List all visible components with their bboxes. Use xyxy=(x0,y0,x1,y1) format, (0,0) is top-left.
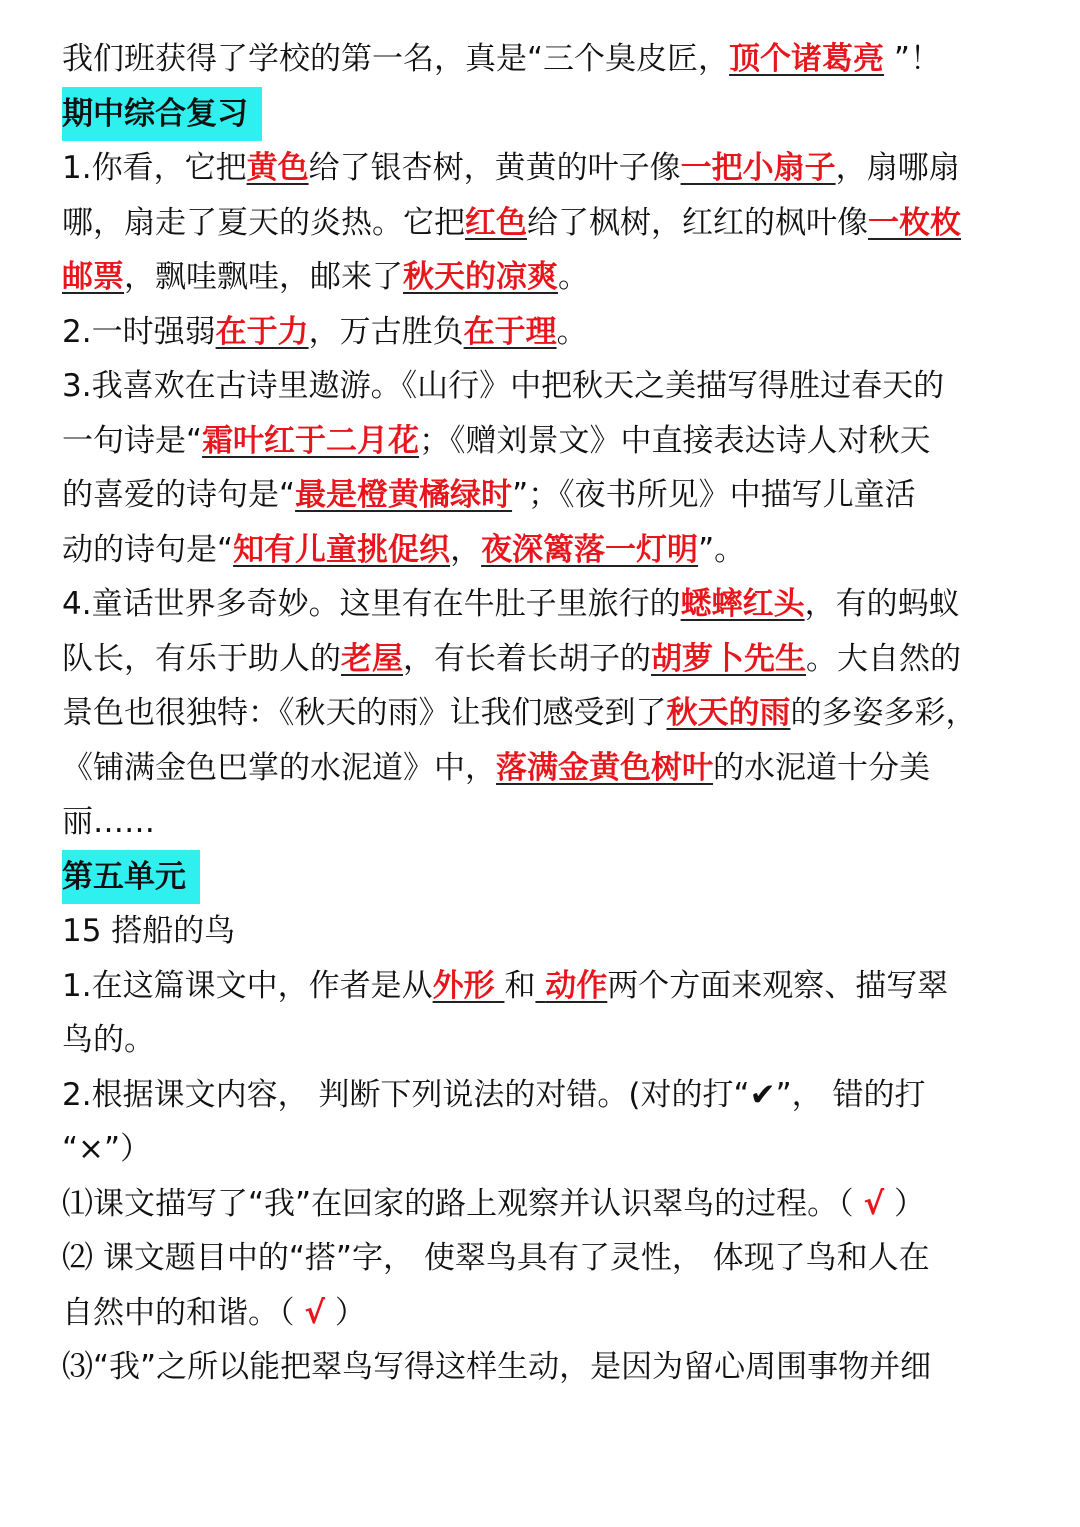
checkmark-icon: √ xyxy=(863,1185,885,1222)
lesson-title: 15 搭船的鸟 xyxy=(62,913,236,949)
answer: 蟋蟀红头 xyxy=(680,586,805,622)
text-line: ⑶“我”之所以能把翠鸟写得这样生动，是因为留心周围事物并细 xyxy=(62,1349,932,1385)
section-heading-unit5: 第五单元 xyxy=(62,850,1018,905)
text-line: “×”） xyxy=(62,1131,152,1167)
answer: 一枚枚 xyxy=(868,204,961,241)
answer: 黄色 xyxy=(246,150,309,186)
text-line: 队长，有乐于助人的老屋，有长着长胡子的胡萝卜先生。大自然的 xyxy=(62,640,961,677)
text-line: 2.一时强弱在于力，万古胜负在于理。 xyxy=(62,313,588,350)
answer: 夜深篱落一灯明 xyxy=(481,531,699,568)
text-line: 1.你看，它把黄色给了银杏树，黄黄的叶子像一把小扇子，扇哪扇 xyxy=(62,150,960,186)
answer: 外形 xyxy=(432,967,495,1004)
checkmark-icon: ✔ xyxy=(749,1076,776,1113)
answer: 落满金黄色树叶 xyxy=(496,749,713,786)
answer: 在于理 xyxy=(463,313,557,350)
answer: 知有儿童挑促织 xyxy=(233,531,451,568)
answer: 动作 xyxy=(545,967,608,1004)
text-line: 邮票，飘哇飘哇，邮来了秋天的凉爽。 xyxy=(62,259,589,295)
text-line: 《铺满金色巴掌的水泥道》中，落满金黄色树叶的水泥道十分美 xyxy=(62,749,930,786)
text-line: 1.在这篇课文中，作者是从外形 和 动作两个方面来观察、描写翠 xyxy=(62,967,949,1004)
answer: 顶个诸葛亮 xyxy=(729,41,885,77)
answer: 在于力 xyxy=(215,313,309,350)
text-line: 4.童话世界多奇妙。这里有在牛肚子里旅行的蟋蟀红头，有的蚂蚁 xyxy=(62,586,960,622)
text-line: 3.我喜欢在古诗里遨游。《山行》中把秋天之美描写得胜过春天的 xyxy=(62,368,945,404)
blank-underline xyxy=(535,968,545,1004)
section-heading-midterm: 期中综合复习 xyxy=(62,87,1018,142)
text-line: 丽…… xyxy=(62,804,155,840)
answer: 最是橙黄橘绿时 xyxy=(295,477,513,513)
text-line: 景色也很独特：《秋天的雨》让我们感受到了秋天的雨的多姿多彩， xyxy=(62,695,977,731)
text-line: 我们班获得了学校的第一名，真是“三个臭皮匠，顶个诸葛亮 ”！ xyxy=(62,41,941,77)
text-line: 的喜爱的诗句是“最是橙黄橘绿时”；《夜书所见》中描写儿童活 xyxy=(62,477,916,513)
answer: 霜叶红于二月花 xyxy=(202,422,420,459)
text-line: 2.根据课文内容， 判断下列说法的对错。(对的打“✔”， 错的打 xyxy=(62,1076,926,1113)
checkmark-icon: √ xyxy=(304,1294,326,1331)
answer: 邮票 xyxy=(62,259,124,295)
answer: 胡萝卜先生 xyxy=(651,640,806,677)
answer: 秋天的凉爽 xyxy=(403,259,558,295)
text-line: ⑵ 课文题目中的“搭”字， 使翠鸟具有了灵性， 体现了鸟和人在 xyxy=(62,1240,930,1276)
text-line: 一句诗是“霜叶红于二月花；《赠刘景文》中直接表达诗人对秋天 xyxy=(62,422,931,459)
answer: 秋天的雨 xyxy=(666,695,791,731)
text-line: 自然中的和谐。（ √ ） xyxy=(62,1294,366,1331)
answer: 老屋 xyxy=(341,640,403,677)
text-line: 鸟的。 xyxy=(62,1022,155,1058)
blank-underline xyxy=(495,968,505,1004)
answer: 红色 xyxy=(465,204,527,241)
text-line: 动的诗句是“知有儿童挑促织，夜深篱落一灯明”。 xyxy=(62,531,746,568)
text-line: 哪，扇走了夏天的炎热。它把红色给了枫树，红红的枫叶像一枚枚 xyxy=(62,204,961,241)
text-line: ⑴课文描写了“我”在回家的路上观察并认识翠鸟的过程。（ √ ） xyxy=(62,1185,926,1222)
answer: 一把小扇子 xyxy=(680,150,836,186)
